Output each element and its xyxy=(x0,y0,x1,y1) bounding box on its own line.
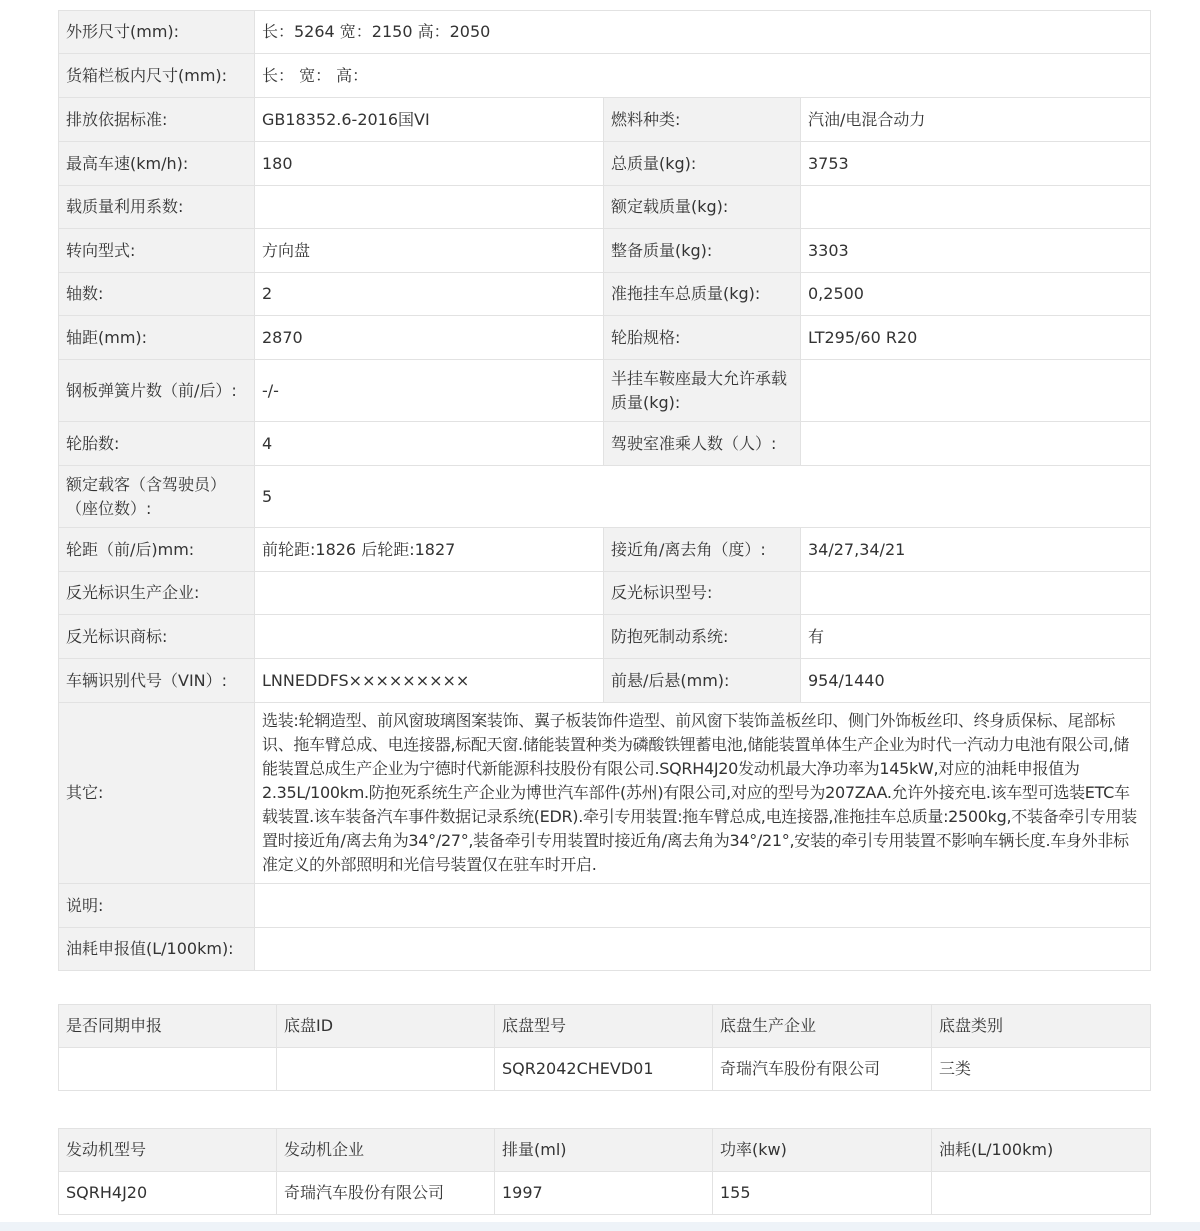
engine-header-row xyxy=(59,1129,1151,1172)
chassis-header-cell: 底盘型号 xyxy=(495,1005,713,1048)
spec-label: 整备质量(kg): xyxy=(604,229,801,273)
spec-value xyxy=(801,422,1151,466)
spec-value: 4 xyxy=(255,422,604,466)
other-label: 其它: xyxy=(59,703,255,884)
spec-value: 0,2500 xyxy=(801,273,1151,316)
spec-row-other xyxy=(59,703,1151,884)
engine-header-cell: 排量(ml) xyxy=(495,1129,713,1172)
rated-passengers-label: 额定载客（含驾驶员）（座位数）: xyxy=(59,466,255,528)
spec-row xyxy=(59,142,1151,186)
spec-row-cargo-box xyxy=(59,54,1151,98)
spec-label: 反光标识生产企业: xyxy=(59,572,255,615)
chassis-data-cell: SQR2042CHEVD01 xyxy=(495,1048,713,1091)
vehicle-spec-table xyxy=(58,10,1151,971)
spec-value: 2870 xyxy=(255,316,604,360)
engine-header-cell: 功率(kw) xyxy=(713,1129,932,1172)
spec-row xyxy=(59,360,1151,422)
spec-value: 方向盘 xyxy=(255,229,604,273)
spec-value xyxy=(255,186,604,229)
spec-label: 额定载质量(kg): xyxy=(604,186,801,229)
engine-header-cell: 发动机型号 xyxy=(59,1129,277,1172)
spec-value: LNNEDDFS××××××××× xyxy=(255,659,604,703)
spec-row-note xyxy=(59,884,1151,928)
chassis-header-cell: 底盘ID xyxy=(277,1005,495,1048)
fuel-label: 油耗申报值(L/100km): xyxy=(59,928,255,971)
other-value: 选装:轮辋造型、前风窗玻璃图案装饰、翼子板装饰件造型、前风窗下装饰盖板丝印、侧门外饰板丝印、终身质保标、尾部标识、拖车臂总成、电连接器,标配天窗.储能装置种类为磷酸铁锂蓄电池,储能装置单体生产企业为时代一汽动力电池有限公司,储能装置总成生产企业为宁德时代新能源科技股份有限公司.SQRH4J20发动机最大净功率为145kW,对应的油耗申报值为2.35L/100km.防抱死系统生产企业为博世汽车部件(苏州)有限公司,对应的型号为207ZAA.允许外接充电.该车型可选装ETC车载装置.该车装备汽车事件数据记录系统(EDR).牵引专用装置:拖车臂总成,电连接器,准拖挂车总质量:2500kg,不装备牵引专用装置时接近角/离去角为34°/27°,装备牵引专用装置时接近角/离去角为34°/21°,安装的牵引专用装置不影响车辆长度.车身外非标准定义的外部照明和光信号装置仅在驻车时开启. xyxy=(255,703,1151,884)
spec-value: 34/27,34/21 xyxy=(801,528,1151,572)
chassis-header-row xyxy=(59,1005,1151,1048)
spec-label: 最高车速(km/h): xyxy=(59,142,255,186)
spec-value: 汽油/电混合动力 xyxy=(801,98,1151,142)
spec-label: 轴数: xyxy=(59,273,255,316)
spec-row xyxy=(59,229,1151,273)
spec-label: 准拖挂车总质量(kg): xyxy=(604,273,801,316)
spec-label: 转向型式: xyxy=(59,229,255,273)
spec-label: 防抱死制动系统: xyxy=(604,615,801,659)
spec-value xyxy=(255,572,604,615)
spec-label: 反光标识型号: xyxy=(604,572,801,615)
chassis-header-cell: 是否同期申报 xyxy=(59,1005,277,1048)
spec-label: 总质量(kg): xyxy=(604,142,801,186)
spec-label: 驾驶室准乘人数（人）: xyxy=(604,422,801,466)
engine-data-cell: 1997 xyxy=(495,1172,713,1215)
engine-header-cell: 发动机企业 xyxy=(277,1129,495,1172)
spec-value: 有 xyxy=(801,615,1151,659)
page-bottom-strip xyxy=(0,1222,1200,1231)
chassis-data-cell: 奇瑞汽车股份有限公司 xyxy=(713,1048,932,1091)
dimensions-value: 长：5264 宽：2150 高：2050 xyxy=(255,11,1151,54)
chassis-data-cell xyxy=(277,1048,495,1091)
chassis-data-row xyxy=(59,1048,1151,1091)
spec-label: 接近角/离去角（度）: xyxy=(604,528,801,572)
spec-value xyxy=(255,615,604,659)
spec-label: 反光标识商标: xyxy=(59,615,255,659)
chassis-data-cell xyxy=(59,1048,277,1091)
spec-row xyxy=(59,422,1151,466)
note-label: 说明: xyxy=(59,884,255,928)
spec-row xyxy=(59,615,1151,659)
spec-label: 轴距(mm): xyxy=(59,316,255,360)
engine-data-row xyxy=(59,1172,1151,1215)
note-value xyxy=(255,884,1151,928)
engine-table xyxy=(58,1128,1151,1215)
spec-value: 180 xyxy=(255,142,604,186)
spec-row xyxy=(59,316,1151,360)
spec-row-fuel xyxy=(59,928,1151,971)
spec-value: -/- xyxy=(255,360,604,422)
spec-label: 排放依据标准: xyxy=(59,98,255,142)
engine-data-cell: 奇瑞汽车股份有限公司 xyxy=(277,1172,495,1215)
spec-label: 载质量利用系数: xyxy=(59,186,255,229)
spec-label: 轮胎规格: xyxy=(604,316,801,360)
vehicle-spec-table-wrapper xyxy=(58,10,1150,971)
spec-row-dimensions xyxy=(59,11,1151,54)
spec-row xyxy=(59,572,1151,615)
spec-value: 3303 xyxy=(801,229,1151,273)
rated-passengers-value: 5 xyxy=(255,466,1151,528)
spec-label: 燃料种类: xyxy=(604,98,801,142)
spec-value xyxy=(801,186,1151,229)
spec-row xyxy=(59,186,1151,229)
spec-row xyxy=(59,659,1151,703)
chassis-table-wrapper xyxy=(58,1004,1150,1091)
engine-table-wrapper xyxy=(58,1128,1150,1215)
spec-value: 3753 xyxy=(801,142,1151,186)
spec-row xyxy=(59,273,1151,316)
spec-value xyxy=(801,572,1151,615)
spec-label: 车辆识别代号（VIN）: xyxy=(59,659,255,703)
engine-data-cell xyxy=(932,1172,1151,1215)
spec-row-rated-passengers xyxy=(59,466,1151,528)
spec-label: 轮距（前/后)mm: xyxy=(59,528,255,572)
spec-value: 2 xyxy=(255,273,604,316)
spec-value: 954/1440 xyxy=(801,659,1151,703)
spec-value: LT295/60 R20 xyxy=(801,316,1151,360)
spec-label: 半挂车鞍座最大允许承载质量(kg): xyxy=(604,360,801,422)
chassis-header-cell: 底盘生产企业 xyxy=(713,1005,932,1048)
engine-data-cell: 155 xyxy=(713,1172,932,1215)
spec-row xyxy=(59,528,1151,572)
spec-label: 轮胎数: xyxy=(59,422,255,466)
chassis-data-cell: 三类 xyxy=(932,1048,1151,1091)
spec-label: 钢板弹簧片数（前/后）: xyxy=(59,360,255,422)
dimensions-label: 外形尺寸(mm): xyxy=(59,11,255,54)
spec-value xyxy=(801,360,1151,422)
engine-header-cell: 油耗(L/100km) xyxy=(932,1129,1151,1172)
cargo-box-label: 货箱栏板内尺寸(mm): xyxy=(59,54,255,98)
spec-value: GB18352.6-2016国VI xyxy=(255,98,604,142)
cargo-box-value: 长： 宽： 高： xyxy=(255,54,1151,98)
spec-row xyxy=(59,98,1151,142)
chassis-table xyxy=(58,1004,1151,1091)
spec-value: 前轮距:1826 后轮距:1827 xyxy=(255,528,604,572)
spec-label: 前悬/后悬(mm): xyxy=(604,659,801,703)
engine-data-cell: SQRH4J20 xyxy=(59,1172,277,1215)
fuel-value xyxy=(255,928,1151,971)
chassis-header-cell: 底盘类别 xyxy=(932,1005,1151,1048)
